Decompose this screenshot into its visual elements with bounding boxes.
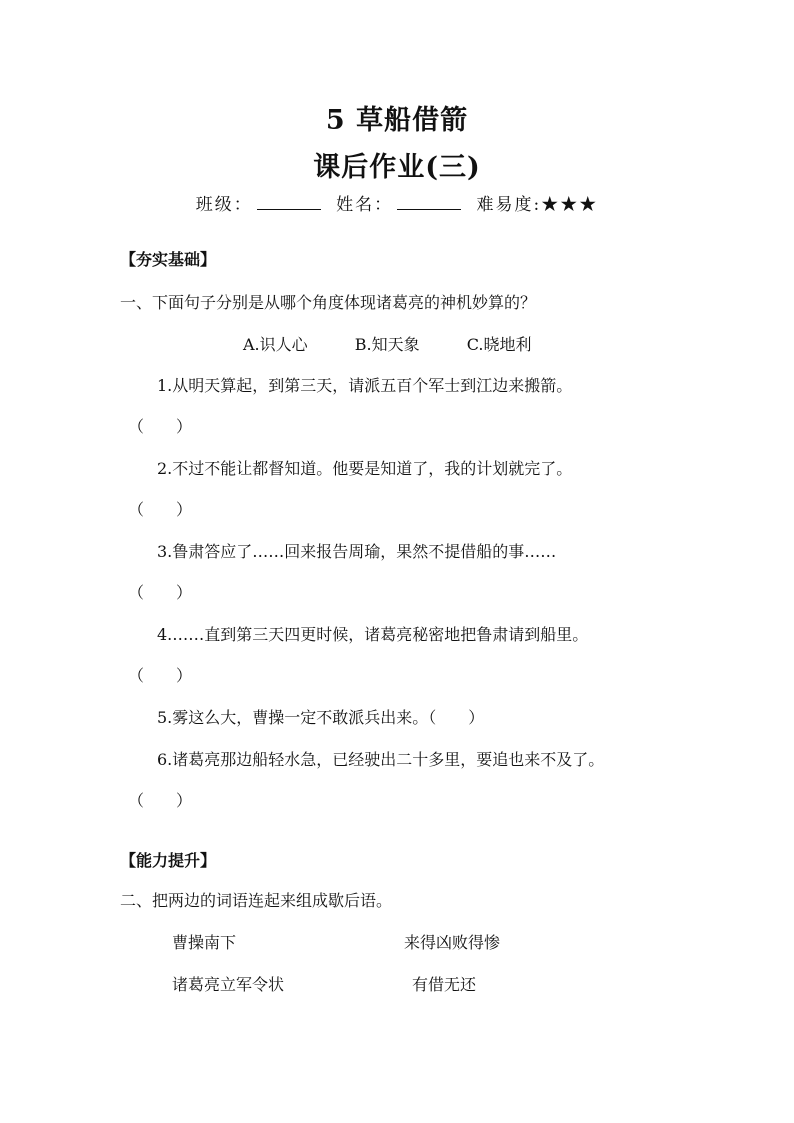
question-1-prompt: 一、下面句子分别是从哪个角度体现诸葛亮的神机妙算的？ — [120, 293, 537, 312]
option-c: C.晓地利 — [466, 335, 532, 354]
option-a: A.识人心 — [243, 335, 308, 354]
name-label: 姓名： — [336, 195, 394, 215]
class-blank[interactable] — [257, 192, 321, 210]
difficulty-label: 难易度:★★★ — [476, 195, 599, 215]
section-heading-improve: 【能力提升】 — [120, 851, 217, 870]
option-b: B.知天象 — [354, 335, 420, 354]
answer-paren-2[interactable]: （ ） — [128, 500, 193, 519]
class-label: 班级： — [195, 195, 253, 215]
right-word-2[interactable]: 有借无还 — [412, 975, 477, 994]
left-word-1[interactable]: 曹操南下 — [172, 933, 237, 952]
answer-paren-1[interactable]: （ ） — [128, 417, 193, 436]
section-heading-basics: 【夯实基础】 — [120, 250, 217, 269]
question-item-1: 1.从明天算起，到第三天，请派五百个军士到江边来搬箭。 — [157, 376, 573, 395]
answer-paren-4[interactable]: （ ） — [128, 666, 193, 685]
answer-paren-6[interactable]: （ ） — [128, 791, 193, 810]
page-title: 5 草船借箭 — [325, 105, 469, 136]
question-item-4: 4.……直到第三天四更时候，诸葛亮秘密地把鲁肃请到船里。 — [157, 625, 589, 644]
student-info-line — [0, 190, 794, 215]
left-word-2[interactable]: 诸葛亮立军令状 — [172, 975, 285, 994]
page-subtitle: 课后作业(三) — [313, 152, 481, 183]
answer-options — [243, 332, 573, 355]
question-item-5: 5.雾这么大，曹操一定不敢派兵出来。（ ） — [157, 708, 485, 727]
question-2-prompt: 二、把两边的词语连起来组成歇后语。 — [120, 891, 393, 910]
right-word-1[interactable]: 来得凶败得惨 — [404, 933, 501, 952]
question-item-6: 6.诸葛亮那边船轻水急，已经驶出二十多里，要追也来不及了。 — [157, 750, 605, 769]
answer-paren-3[interactable]: （ ） — [128, 583, 193, 602]
name-blank[interactable] — [397, 192, 461, 210]
question-item-3: 3.鲁肃答应了……回来报告周瑜，果然不提借船的事…… — [157, 542, 557, 561]
question-item-2: 2.不过不能让都督知道。他要是知道了，我的计划就完了。 — [157, 459, 573, 478]
